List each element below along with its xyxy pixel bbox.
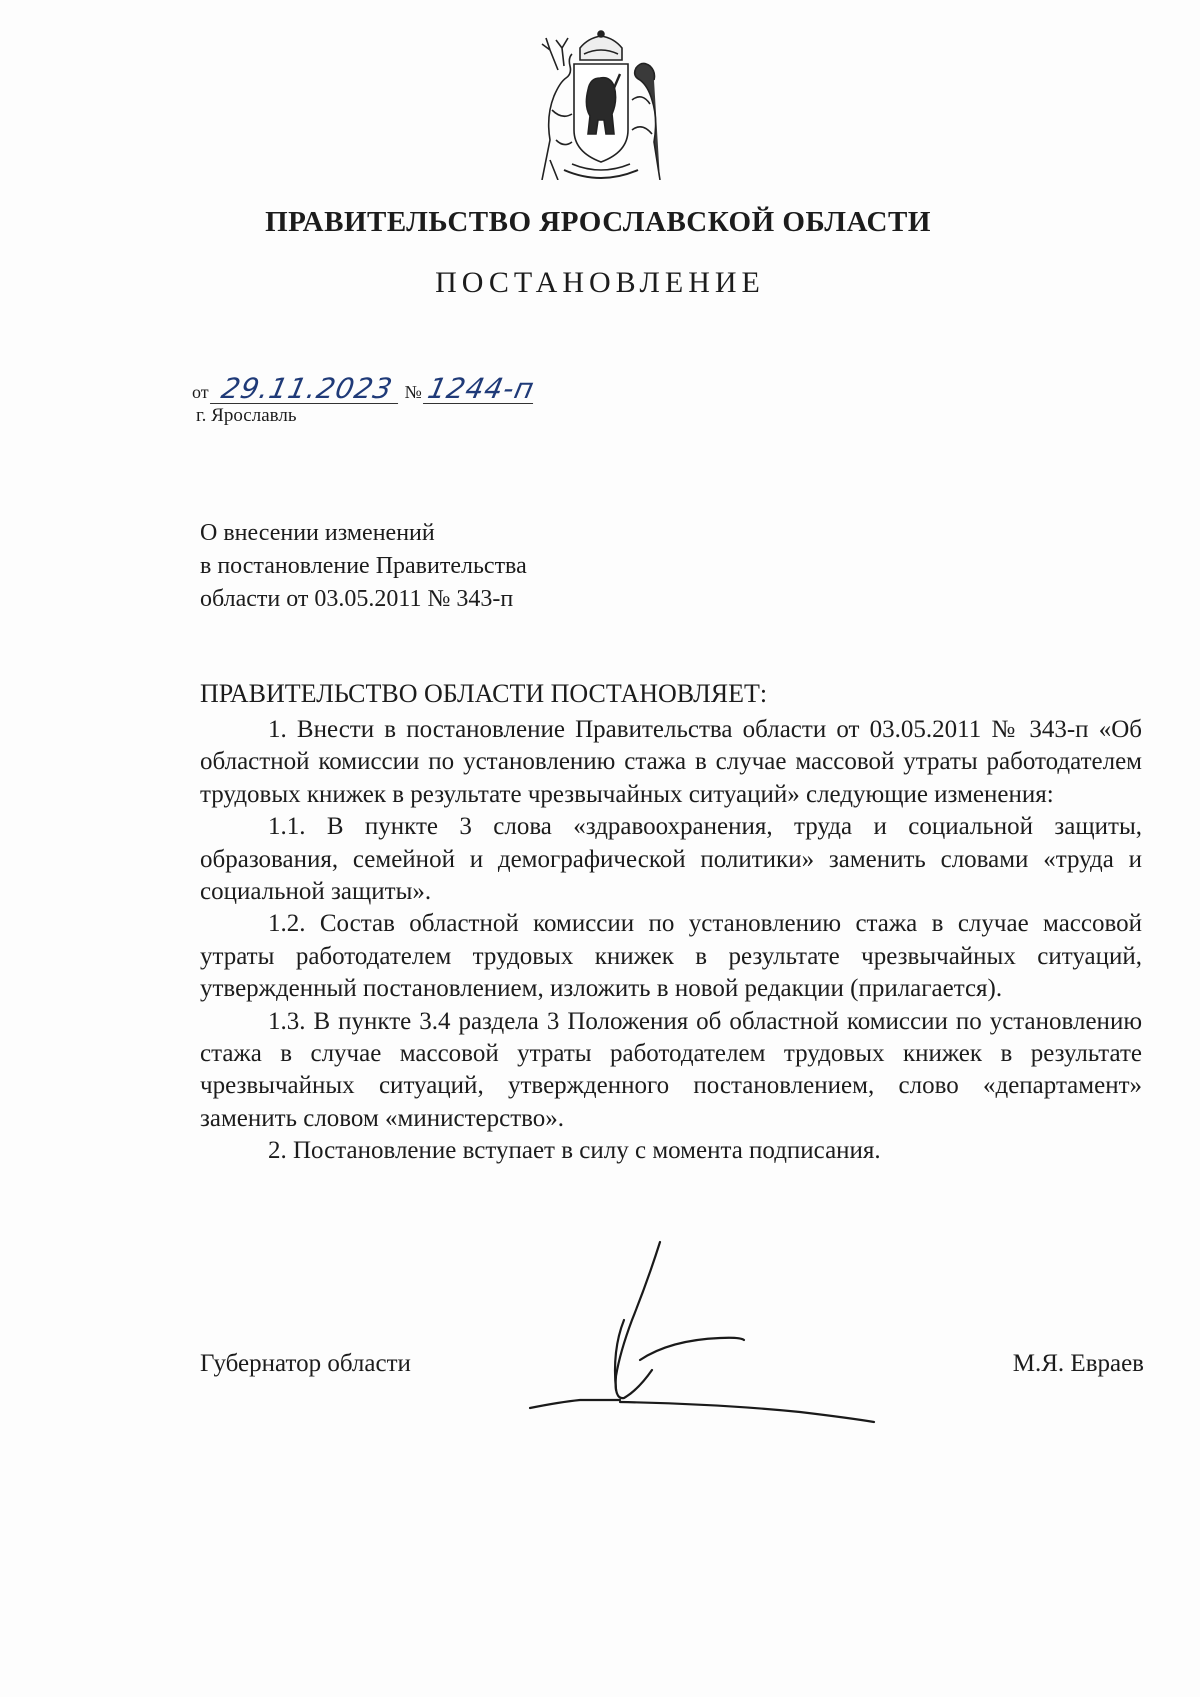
subject-line: в постановление Правительства [200, 553, 527, 579]
document-subject [200, 517, 720, 616]
paragraph-1-1: 1.1. В пункте 3 слова «здравоохранения, труда и социальной защиты, образования, семейной и демографической политики» заменить словами «труда и социальной защиты». [200, 813, 1142, 906]
paragraph-2: 2. Постановление вступает в силу с момента подписания. [268, 1137, 881, 1165]
coat-of-arms-emblem [528, 30, 674, 180]
handwritten-signature [520, 1240, 900, 1430]
handwritten-date: 29.11.2023 [210, 375, 404, 404]
city-line: г. Ярославль [196, 405, 297, 426]
subject-line: О внесении изменений [200, 520, 435, 546]
signer-position: Губернатор области [200, 1350, 411, 1377]
subject-line: области от 03.05.2011 № 343-п [200, 586, 514, 612]
date-prefix: от [192, 382, 209, 402]
number-prefix: № [404, 382, 422, 402]
government-title: ПРАВИТЕЛЬСТВО ЯРОСЛАВСКОЙ ОБЛАСТИ [265, 206, 931, 238]
document-type-title: ПОСТАНОВЛЕНИЕ [435, 266, 765, 299]
paragraph-1-2: 1.2. Состав областной комиссии по установлению стажа в случае массовой утраты работодателем трудовых книжек в результате чрезвычайных ситуаций, утвержденный постановлением, изложить в новой редакции (прилагается). [200, 910, 1142, 1003]
handwritten-number: 1244-п [424, 372, 538, 405]
signer-name: М.Я. Евраев [1012, 1350, 1144, 1377]
paragraph-1-3: 1.3. В пункте 3.4 раздела 3 Положения об областной комиссии по установлению стажа в случае массовой утраты работодателем трудовых книжек в результате чрезвычайных ситуаций, утвержденного постановлением, слово «департамент» заменить словом «министерство». [200, 1007, 1142, 1132]
paragraph-1: 1. Внести в постановление Правительства области от 03.05.2011 № 343-п «Об областной комиссии по установлению стажа в случае массовой утраты работодателем трудовых книжек в результате чрезвычайных ситуаций» следующие изменения: [200, 716, 1142, 808]
date-number-row [192, 372, 538, 405]
document-body [200, 714, 1142, 1168]
decree-heading: ПРАВИТЕЛЬСТВО ОБЛАСТИ ПОСТАНОВЛЯЕТ: [200, 679, 768, 708]
